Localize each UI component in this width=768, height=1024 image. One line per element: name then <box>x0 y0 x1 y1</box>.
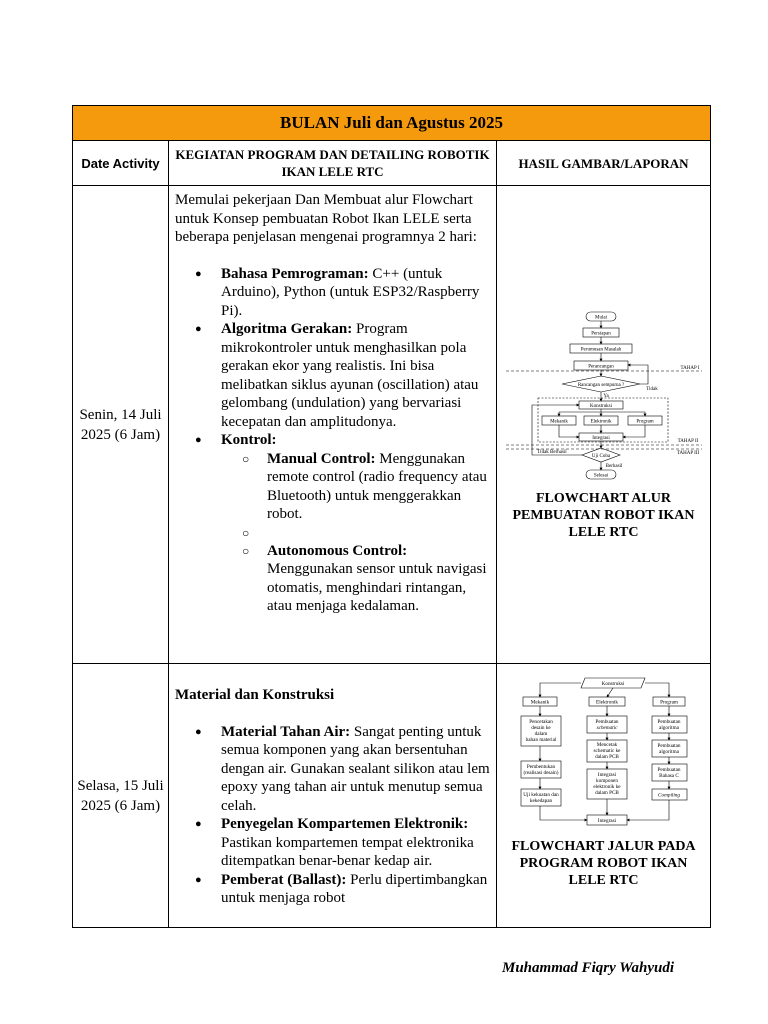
fj-label: dalam <box>534 731 547 737</box>
bullet-text: C++ (untuk Arduino), Python (untuk ESP32/Raspberry Pi). <box>221 265 480 319</box>
fj-label: dalam PCB <box>594 754 619 760</box>
fc-label: Program <box>635 419 654 425</box>
row1-bullet <box>221 431 490 616</box>
fc-label: Berhasil <box>605 464 622 469</box>
bullet-text: Perlu dipertimbangkan untuk menjaga robot <box>221 871 488 906</box>
fc-label: Mulai <box>594 315 607 321</box>
row2-bullet <box>221 871 490 908</box>
month-banner <box>73 106 711 141</box>
fj-label: schematic ke <box>593 748 620 754</box>
bullet-title: Material Tahan Air: <box>221 723 351 740</box>
activity-report-table <box>72 105 711 928</box>
row2-activity <box>169 664 497 928</box>
row2-date <box>73 664 169 928</box>
flowchart-jalur-image <box>519 676 689 828</box>
bullet-title: Kontrol: <box>221 432 277 448</box>
row1-bullet <box>221 265 490 321</box>
row1-date-text: Senin, 14 Juli 2025 (6 Jam) <box>79 406 162 443</box>
row1-sub-bullet <box>267 542 490 616</box>
sub-bullet-title: Manual Control: <box>267 450 376 467</box>
fj-label: Elektronik <box>595 699 618 706</box>
bullet-title: Penyegelan Kompartemen Elektronik: <box>221 816 469 832</box>
bullet-title: Pemberat (Ballast): <box>221 871 347 888</box>
row1-intro: Memulai pekerjaan Dan Membuat alur Flowchart untuk Konsep pembuatan Robot Ikan LELE serta beberapa penjelasan mengenai programnya 2 hari: <box>175 192 477 245</box>
fj-label: dalam PCB <box>594 790 619 796</box>
fc-label: TAHAP I <box>680 366 699 371</box>
fj-label: Integrasi <box>597 772 616 778</box>
fc-label: Perancangan <box>587 364 614 370</box>
fj-label: Uji kekuatan dan <box>522 792 559 798</box>
fj-label: schematic <box>596 725 617 731</box>
fc-label: Perumusan Masalah <box>580 347 621 353</box>
fj-label: Pembuatan <box>656 743 681 749</box>
fj-label: Compiling <box>657 792 680 799</box>
month-banner-title: BULAN Juli dan Agustus 2025 <box>280 113 503 132</box>
fj-label: algoritma <box>658 749 679 755</box>
fc-label: Selesai <box>593 473 608 479</box>
fj-label: Pembuatan <box>656 767 681 773</box>
fc-label: Uji Coba <box>591 454 610 459</box>
flowchart-alur-image <box>502 308 706 486</box>
row1-sub-bullet <box>267 450 490 524</box>
bullet-text: Pastikan kompartemen tempat elektronika ditempatkan benar-benar kedap air. <box>221 834 474 869</box>
sub-bullet-text: Menggunakan sensor untuk navigasi otomatis, menghindari rintangan, atau menjaga kedalaman. <box>267 561 487 614</box>
fj-label: Mencetak <box>596 742 617 748</box>
fj-label: Pembuatan <box>656 719 681 725</box>
row2-result <box>497 664 711 928</box>
row2-bullet <box>221 815 490 871</box>
fj-label: Mekanik <box>530 699 549 706</box>
fj-label: Pembentukan <box>526 764 555 770</box>
bullet-text: Program mikrokontroler untuk menghasilkan pola gerakan ekor yang realistis. Ini bisa melibatkan siklus ayunan (oscillation) atau gelombang (undulation) yang bervariasi kecepatan dan amplitudonya. <box>221 321 479 430</box>
row1-result <box>497 186 711 664</box>
row2-heading: Material dan Konstruksi <box>175 687 335 703</box>
fj-label: Bahasa C <box>658 773 679 779</box>
fj-label: kekedapan <box>529 798 552 804</box>
fc-label: Tidak <box>645 387 658 392</box>
fj-label: algoritma <box>658 725 679 731</box>
fj-label: bahan material <box>525 737 556 743</box>
sub-bullet-title: Autonomous Control: <box>267 542 408 559</box>
fj-label: desain ke <box>530 725 551 731</box>
fj-label: Integrasi <box>597 818 616 824</box>
fc-label: Konstruksi <box>589 404 612 409</box>
fc-label: TAHAP III <box>676 451 699 456</box>
fj-label: komponen <box>595 778 618 784</box>
bullet-title: Algoritma Gerakan: <box>221 321 353 337</box>
row2-date-text: Selasa, 15 Juli 2025 (6 Jam) <box>77 777 164 814</box>
header-result: HASIL GAMBAR/LAPORAN <box>497 141 711 186</box>
fc-label: Integrasi <box>591 436 610 441</box>
fc-label: TAHAP II <box>677 439 698 444</box>
header-date: Date Activity <box>73 141 169 186</box>
fj-label: Pembuatan <box>594 719 619 725</box>
fj-label: elektronik ke <box>592 784 621 790</box>
fj-label: Program <box>659 699 678 706</box>
bullet-title: Bahasa Pemrograman: <box>221 265 369 282</box>
row1-date <box>73 186 169 664</box>
row1-activity <box>169 186 497 664</box>
fc-label: Elektronik <box>589 419 612 425</box>
fj-label: Pencetakan <box>528 719 553 725</box>
spacer <box>267 524 490 542</box>
fc-label: Rancangan sempurna ? <box>577 383 624 388</box>
fc-label: Persiapan <box>590 331 611 337</box>
fj-label: Konstruksi <box>601 681 624 687</box>
row2-figure-caption: FLOWCHART JALUR PADA PROGRAM ROBOT IKAN LELE RTC <box>511 839 696 888</box>
fc-label: Mekanik <box>549 419 568 425</box>
fj-label: (realisasi desain) <box>522 770 559 776</box>
row1-bullet <box>221 320 490 431</box>
sub-bullet-text: Menggunakan remote control (radio frequency atau Bluetooth) untuk menggerakkan robot. <box>267 450 487 522</box>
fc-label: Ya <box>602 394 609 399</box>
fc-label: Tidak Berhasil <box>536 450 567 455</box>
row2-bullet <box>221 723 490 816</box>
header-activity: KEGIATAN PROGRAM DAN DETAILING ROBOTIK IKAN LELE RTC <box>169 141 497 186</box>
bullet-text: Sangat penting untuk semua komponen yang akan bersentuhan dengan air. Gunakan sealant silikon atau lem epoxy yang tahan air untuk menutup semua celah. <box>221 723 490 814</box>
signature: Muhammad Fiqry Wahyudi <box>502 960 674 976</box>
row1-figure-caption: FLOWCHART ALUR PEMBUATAN ROBOT IKAN LELE RTC <box>512 491 695 540</box>
